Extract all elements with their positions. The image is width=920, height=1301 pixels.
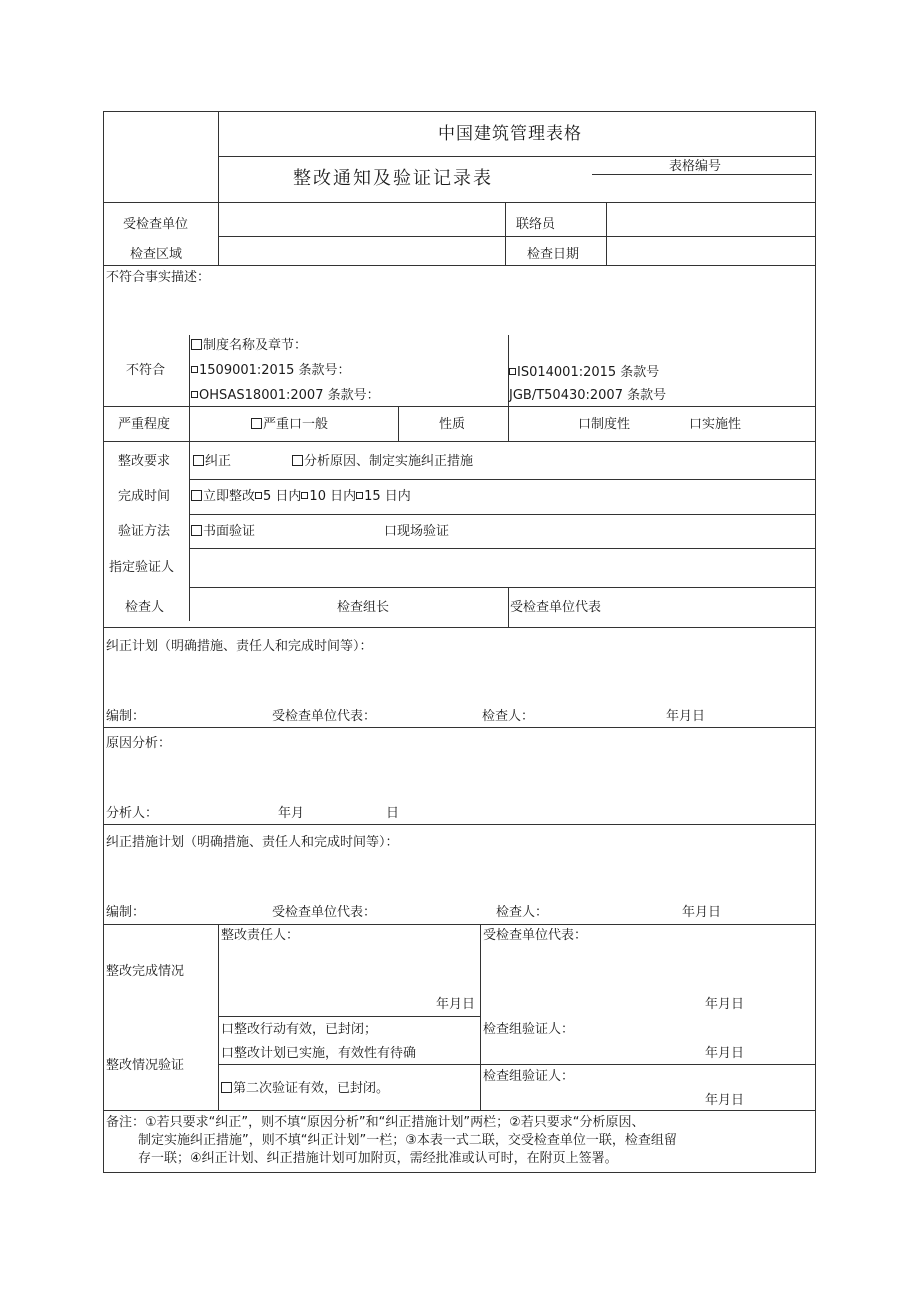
verifier-label: 指定验证人 xyxy=(109,560,175,575)
inspected-unit-label: 受检查单位 xyxy=(123,217,189,232)
rect-date-4: 年月日 xyxy=(705,1093,745,1108)
checkbox-icon xyxy=(255,492,262,499)
second-verify[interactable]: 第二次验证有效，已封闭。 xyxy=(221,1082,389,1095)
opt-analyze[interactable]: 分析原因、制定实施纠正措施 xyxy=(292,455,473,468)
verifier-label-2: 检查组验证人： xyxy=(483,1069,575,1084)
form-title: 整改通知及验证记录表 xyxy=(293,168,493,189)
analysis-year-month: 年月 xyxy=(278,806,305,821)
nature-impl[interactable]: 口实施性 xyxy=(689,417,742,432)
checkbox-icon xyxy=(251,418,262,429)
severity-label: 严重程度 xyxy=(118,417,171,432)
nonconformity-label: 不符合 xyxy=(126,363,166,378)
verifier-label-1: 检查组验证人： xyxy=(483,1022,575,1037)
verify-label: 整改情况验证 xyxy=(106,1058,185,1073)
opt-system[interactable]: 制度名称及章节： xyxy=(191,339,307,352)
requirement-label: 整改要求 xyxy=(118,454,171,469)
corrective-plan-title: 纠正措施计划（明确措施、责任人和完成时间等）： xyxy=(106,835,399,850)
rect-date-1: 年月日 xyxy=(436,997,476,1012)
opt-ohsas[interactable]: OHSAS18001:2007 条款号： xyxy=(191,389,380,402)
correction-plan-title: 纠正计划（明确措施、责任人和完成时间等）： xyxy=(106,639,373,654)
company-title: 中国建筑管理表格 xyxy=(438,124,582,144)
nature-system[interactable]: 口制度性 xyxy=(578,417,631,432)
opt-written[interactable]: 书面验证 xyxy=(191,525,255,538)
cause-analysis-title: 原因分析： xyxy=(106,736,172,751)
correction-date: 年月日 xyxy=(666,709,706,724)
responsible-label: 整改责任人： xyxy=(221,928,300,943)
checkbox-icon xyxy=(301,492,308,499)
corrective-unit-rep-label: 受检查单位代表： xyxy=(272,905,377,920)
completion-options[interactable]: 立即整改 5 日内 10 日内 15 日内 xyxy=(191,490,411,503)
rect-date-2: 年月日 xyxy=(705,997,745,1012)
completion-label: 完成时间 xyxy=(118,489,171,504)
checkbox-icon xyxy=(191,391,198,398)
opt-onsite[interactable]: 口现场验证 xyxy=(384,524,450,539)
area-label: 检查区域 xyxy=(130,247,183,262)
corrective-inspector-label: 检查人： xyxy=(496,905,549,920)
checkbox-icon xyxy=(191,339,202,350)
opt-iso9001[interactable]: 1509001:2015 条款号： xyxy=(191,364,351,377)
analyst-label: 分析人： xyxy=(106,806,159,821)
opt-iso14001[interactable]: IS014001:2015 条款号 xyxy=(509,366,659,379)
notes-line-1: 备注：①若只要求“纠正”，则不填“原因分析”和“纠正措施计划”两栏；②若只要求“分析原因、 xyxy=(106,1115,645,1130)
checkbox-icon xyxy=(356,492,363,499)
checkbox-icon xyxy=(191,525,202,536)
checkbox-icon xyxy=(221,1082,232,1093)
inspector-label: 检查人 xyxy=(125,600,165,615)
checkbox-icon xyxy=(193,455,204,466)
notes-line-3: 存一联；④纠正计划、纠正措施计划可加附页，需经批准或认可时，在附页上签署。 xyxy=(138,1151,618,1166)
team-leader-label: 检查组长 xyxy=(337,600,390,615)
opt-correct[interactable]: 纠正 xyxy=(193,455,231,468)
status-label: 整改完成情况 xyxy=(106,964,185,979)
rect-unit-rep-label: 受检查单位代表： xyxy=(483,928,588,943)
contact-label: 联络员 xyxy=(516,217,556,232)
correction-unit-rep-label: 受检查单位代表： xyxy=(272,709,377,724)
effective-closed[interactable]: 口整改行动有效，已封闭； xyxy=(221,1022,378,1037)
checkbox-icon xyxy=(191,490,202,501)
analysis-day: 日 xyxy=(386,806,400,821)
unit-rep-label: 受检查单位代表 xyxy=(510,600,602,615)
correction-inspector-label: 检查人： xyxy=(482,709,535,724)
verification-label: 验证方法 xyxy=(118,524,171,539)
description-label: 不符合事实描述： xyxy=(106,270,211,285)
date-label: 检查日期 xyxy=(527,247,580,262)
form-number-label: 表格编号 xyxy=(669,159,722,174)
corrective-author-label: 编制： xyxy=(106,905,146,920)
corrective-date: 年月日 xyxy=(682,905,722,920)
severity-options[interactable]: 严重口一般 xyxy=(251,418,328,431)
checkbox-icon xyxy=(191,366,198,373)
nature-label: 性质 xyxy=(439,417,466,432)
correction-author-label: 编制： xyxy=(106,709,146,724)
checkbox-icon xyxy=(509,368,516,375)
implemented-pending[interactable]: 口整改计划已实施，有效性有待确 xyxy=(221,1046,417,1061)
rect-date-3: 年月日 xyxy=(705,1046,745,1061)
opt-jgb: JGB/T50430:2007 条款号 xyxy=(509,388,667,403)
checkbox-icon xyxy=(292,455,303,466)
notes-line-2: 制定实施纠正措施”，则不填“纠正计划”一栏；③本表一式二联，交受检查单位一联，检查组留 xyxy=(138,1133,677,1148)
